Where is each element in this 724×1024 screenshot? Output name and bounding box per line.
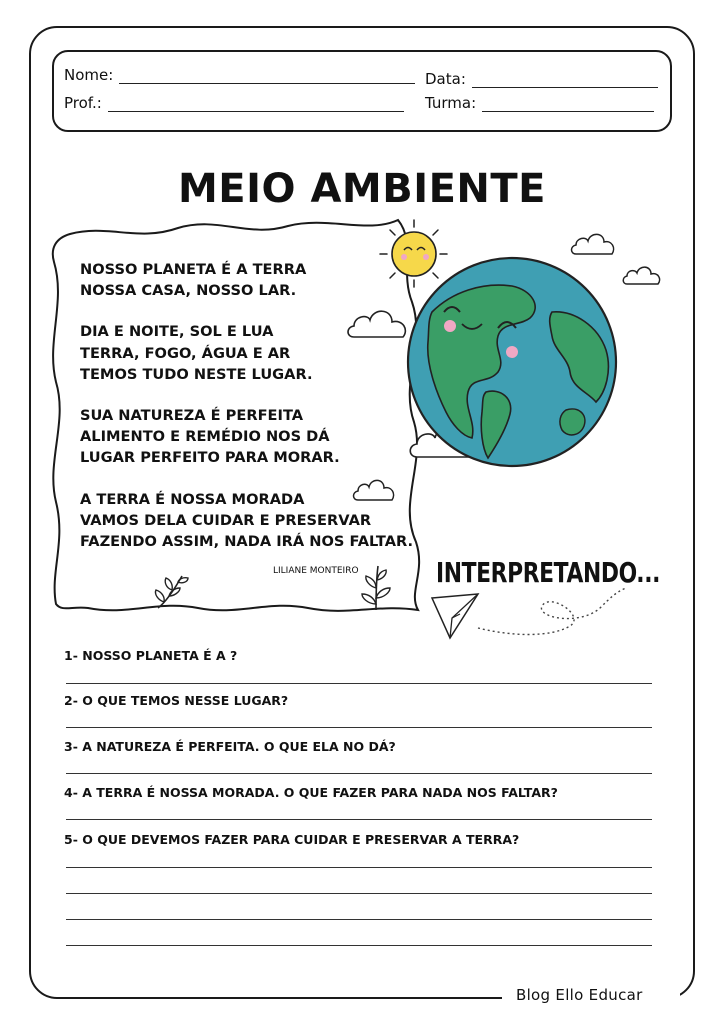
poem-line: SUA NATUREZA É PERFEITA xyxy=(80,407,304,425)
plant-icon xyxy=(356,564,396,612)
question-5: 5- O QUE DEVEMOS FAZER PARA CUIDAR E PRESERVAR A TERRA? xyxy=(64,832,520,847)
poem-line: DIA E NOITE, SOL E LUA xyxy=(80,323,274,341)
poem-line: ALIMENTO E REMÉDIO NOS DÁ xyxy=(80,428,330,446)
cloud-icon xyxy=(622,262,664,288)
question-2: 2- O QUE TEMOS NESSE LUGAR? xyxy=(64,693,289,708)
poem-line: VAMOS DELA CUIDAR E PRESERVAR xyxy=(80,511,372,529)
poem-line: NOSSA CASA, NOSSO LAR. xyxy=(80,282,297,300)
poem-line: TEMOS TUDO NESTE LUGAR. xyxy=(80,365,313,383)
answer-line[interactable] xyxy=(66,773,652,774)
class-field[interactable] xyxy=(425,94,654,112)
date-field[interactable] xyxy=(425,70,658,88)
cloud-icon xyxy=(352,474,398,504)
poem-line: FAZENDO ASSIM, NADA IRÁ NOS FALTAR. xyxy=(80,533,414,551)
poem-line: TERRA, FOGO, ÁGUA E AR xyxy=(80,344,291,362)
earth-illustration xyxy=(402,252,622,472)
class-label: Turma: xyxy=(425,94,477,112)
paper-plane-icon xyxy=(430,578,630,648)
answer-line[interactable] xyxy=(66,867,652,868)
question-4: 4- A TERRA É NOSSA MORADA. O QUE FAZER PARA NADA NOS FALTAR? xyxy=(64,785,558,800)
answer-line[interactable] xyxy=(66,945,652,946)
name-line[interactable] xyxy=(119,69,415,84)
answer-line[interactable] xyxy=(66,819,652,820)
student-info-box xyxy=(52,50,672,132)
section-title: INTERPRETANDO... xyxy=(436,556,661,589)
teacher-line[interactable] xyxy=(108,97,404,112)
class-line[interactable] xyxy=(482,97,654,112)
plant-icon xyxy=(152,572,192,612)
question-3: 3- A NATUREZA É PERFEITA. O QUE ELA NO DÁ? xyxy=(64,739,396,754)
page-title: MEIO AMBIENTE xyxy=(178,166,546,212)
teacher-label: Prof.: xyxy=(64,94,102,112)
poem-line: LUGAR PERFEITO PARA MORAR. xyxy=(80,449,340,467)
poem-line: A TERRA É NOSSA MORADA xyxy=(80,490,305,508)
answer-line[interactable] xyxy=(66,683,652,684)
poem-stanza xyxy=(80,405,413,469)
footer-credit: Blog Ello Educar xyxy=(516,986,643,1004)
answer-line[interactable] xyxy=(66,727,652,728)
date-label: Data: xyxy=(425,70,466,88)
date-line[interactable] xyxy=(472,73,658,88)
answer-line[interactable] xyxy=(66,893,652,894)
name-label: Nome: xyxy=(64,66,114,84)
teacher-field[interactable] xyxy=(64,94,404,112)
poem-author: LILIANE MONTEIRO xyxy=(273,566,359,576)
poem-stanza xyxy=(80,259,413,301)
question-1: 1- NOSSO PLANETA É A ? xyxy=(64,648,238,663)
name-field[interactable] xyxy=(64,66,415,84)
answer-line[interactable] xyxy=(66,919,652,920)
poem-line: NOSSO PLANETA É A TERRA xyxy=(80,261,307,278)
